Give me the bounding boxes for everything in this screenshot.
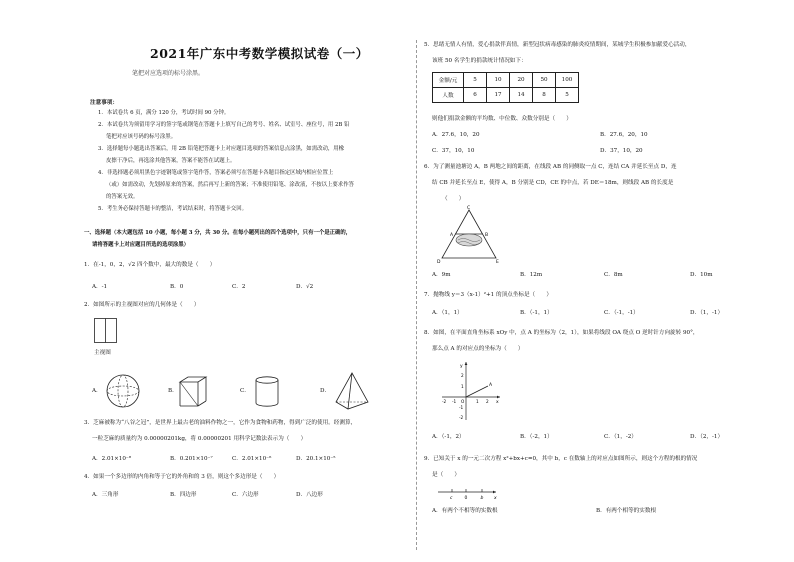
q8-y-tick: 1 [461, 384, 464, 389]
note-line: 笔把对应该号码的标号涂黑。 [106, 134, 177, 140]
q8-option-c: C．（1，-2） [604, 434, 637, 440]
column-divider [416, 40, 417, 550]
section1-heading-cont: 请将答题卡上对应题目所选的选项涂黑） [92, 242, 190, 248]
note-line: 皮擦干净后，再选涂其他答案，答案不能答在试题上。 [106, 158, 236, 164]
q1-option-c: C．2 [232, 284, 246, 290]
table-cell: 10 [487, 73, 510, 88]
q8-coordinate-figure [438, 360, 502, 422]
q5-donation-table [432, 72, 579, 103]
table-row [433, 88, 579, 103]
q8-stem: 8．如图，在平面直角坐标系 xOy 中，点 A 的坐标为（2，1），如果将线段 OA 绕点 O 逆时针方向旋转 90°， [424, 330, 699, 336]
q5-option-a: A．27.6，10，20 [432, 132, 480, 138]
note-line: 5．考生务必保持答题卡的整洁，考试结束时，将答题卡交回。 [98, 206, 247, 212]
q3-stem: 3．芝麻被称为“八谷之冠”，是世界上最古老的油料作物之一，它作为食物和药物，得到广泛的使用。经测算， [84, 420, 357, 426]
q2-option-c: C． [240, 388, 250, 394]
note-line: 1．本试卷共 6 页，满分 120 分，考试时间 90 分钟。 [98, 110, 230, 116]
q7-option-a: A．（1，1） [432, 310, 463, 316]
q6-label-c: C [467, 206, 471, 211]
q2-pyramid-figure [334, 372, 370, 412]
q6-option-b: B．12m [520, 272, 543, 278]
q8-option-b: B．（-2，1） [520, 434, 553, 440]
q4-option-d: D．八边形 [296, 492, 323, 498]
q8-x-tick: -1 [452, 399, 457, 404]
notes-heading: 注意事项： [90, 100, 118, 106]
q5-option-b: B．27.6，20，10 [600, 132, 648, 138]
q6-label-a: A [450, 233, 454, 238]
q6-label-e: E [496, 260, 499, 265]
q2-front-view-figure [94, 318, 118, 344]
q8-point-a-label: A [489, 383, 493, 388]
q1-option-b: B．0 [170, 284, 184, 290]
q2-option-a: A． [92, 388, 102, 394]
q5-stem-cont: 该班 50 名学生的捐款统计情况如下： [432, 58, 527, 64]
q2-caption: 主视图 [94, 350, 111, 356]
table-cell: 100 [556, 73, 579, 88]
q3-option-a: A．2.01×10⁻⁸ [92, 456, 132, 462]
q2-option-d: D． [320, 388, 331, 394]
q9-stem-cont: 是（ ） [432, 472, 460, 478]
note-line: 的答案无效。 [106, 194, 139, 200]
q8-axis-y-label: y [460, 364, 463, 369]
q5-option-d: D．37，10，20 [600, 148, 643, 154]
q8-option-d: D．（2，-1） [690, 434, 724, 440]
section1-heading: 一、选择题（本大题包括 10 小题，每小题 3 分，共 30 分。在每小题列出的四个选项中，只有一个是正确的， [84, 230, 352, 236]
q9-option-a: A．有两个不相等的实数根 [432, 508, 498, 514]
q3-option-b: B．0.201×10⁻⁷ [170, 456, 213, 462]
q4-option-c: C．六边形 [232, 492, 259, 498]
q8-option-a: A．（-1，2） [432, 434, 465, 440]
table-cell: 5 [464, 73, 487, 88]
q6-label-d: D [437, 260, 441, 265]
q9-number-line-figure [436, 486, 500, 502]
q6-option-c: C．8m [604, 272, 623, 278]
q7-option-d: D．（1，-1） [690, 310, 724, 316]
table-cell: 17 [487, 88, 510, 103]
q7-option-c: C．（-1，-1） [604, 310, 639, 316]
table-cell: 人数 [433, 88, 464, 103]
q5-stem: 5．思绪无情人有情，爱心捐款伴真情，新型冠状病毒感染的肺炎疫情期间，某城学生积极参加献爱心活动， [424, 42, 691, 48]
q6-pond-figure [436, 206, 502, 264]
q8-y-tick: -1 [459, 405, 464, 410]
q1-option-a: A．-1 [92, 284, 108, 290]
q9-label-c: c [450, 496, 453, 501]
q6-option-d: D．10m [690, 272, 713, 278]
q9-option-b: B．有两个相等的实数根 [596, 508, 657, 514]
q8-stem-cont: 那么点 A 的对应点的坐标为（ ） [432, 346, 524, 352]
q3-stem-cont: 一粒芝麻的质量约为 0.00000201kg，将 0.00000201 用科学记数法表示为（ ） [92, 436, 307, 442]
table-cell: 20 [510, 73, 533, 88]
q2-option-b: B． [168, 388, 178, 394]
q2-cylinder-figure [254, 376, 280, 408]
table-cell: 14 [510, 88, 533, 103]
table-cell: 8 [533, 88, 556, 103]
note-line: 4．非选择题必须用黑色字迹钢笔或签字笔作答，答案必须写在答题卡各题目指定区域内相应位置上 [98, 170, 334, 176]
q4-stem: 4．如果一个多边形的内角和等于它的外角和的 3 倍，则这个多边形是（ ） [84, 474, 280, 480]
table-cell: 金额/元 [433, 73, 464, 88]
table-cell: 5 [556, 88, 579, 103]
q7-option-b: B．（-1，1） [520, 310, 553, 316]
q6-stem: 6．为了测量池塘边 A，B 两地之间的距离，在线段 AB 的同侧取一点 C，连结 CA 并延长至点 D，连 [424, 164, 677, 170]
q3-option-d: D．20.1×10⁻⁵ [296, 456, 336, 462]
q1-option-d: D．√2 [296, 284, 314, 290]
note-line: 2．本试卷共为须留用学习的签字笔或钢笔在答题卡上填写自己的考号、姓名、试室号、座位号，用 2B 铅 [98, 122, 350, 128]
q4-option-b: B．四边形 [170, 492, 197, 498]
q8-x-tick: 2 [486, 399, 489, 404]
q9-label-b: b [480, 496, 484, 501]
note-line: （或）如需改动，先划掉原来的答案，然后再写上新的答案；不准使用铅笔、涂改液，不按以上要求作答 [106, 182, 354, 188]
q2-prism-figure [178, 376, 208, 408]
q8-origin-label: O [461, 399, 465, 404]
q9-label-x: x [494, 496, 497, 501]
q8-axis-x-label: x [496, 400, 499, 405]
q6-stem-cont: 结 CB 并延长至点 E，使得 A，B 分别是 CD，CE 的中点，若 DE＝18m，则线段 AB 的长度是 [432, 180, 674, 186]
q4-option-a: A．三角形 [92, 492, 119, 498]
q2-stem: 2．如图所示的主视图对应的几何体是（ ） [84, 302, 200, 308]
q5-option-c: C．37，10，10 [432, 148, 475, 154]
q6-stem-blank: （ ） [442, 196, 465, 202]
q7-stem: 7．抛物线 y＝3（x-1）²+1 的顶点坐标是（ ） [424, 292, 552, 298]
page-title: 2021年广东中考数学模拟试卷（一） [150, 46, 369, 61]
header-note: 笔把对应选项的标号涂黑。 [132, 70, 205, 77]
table-row [433, 73, 579, 88]
q6-label-b: B [485, 233, 489, 238]
q2-sphere-figure [106, 374, 142, 410]
q9-stem: 9．已知关于 x 的一元二次方程 x²+bx+c=0，其中 b，c 在数轴上的对应点如图所示，则这个方程的根的情况 [424, 456, 698, 462]
table-cell: 6 [464, 88, 487, 103]
q9-label-zero: 0 [464, 496, 468, 501]
q8-y-tick: -2 [459, 415, 464, 420]
q8-x-tick: -2 [442, 399, 447, 404]
q1-stem: 1．在-1，0，2，√2 四个数中，最大的数是（ ） [84, 262, 216, 268]
q3-option-c: C．2.01×10⁻⁶ [232, 456, 272, 462]
table-cell: 50 [533, 73, 556, 88]
q8-y-tick: 2 [461, 373, 464, 378]
q6-option-a: A．9m [432, 272, 451, 278]
note-line: 3．选择题每小题选出答案后，用 2B 铅笔把答题卡上对应题目选项的答案信息点涂黑，如需改动，用橡 [98, 146, 345, 152]
q8-x-tick: 1 [476, 399, 479, 404]
q5-question: 则他们捐款金额的平均数、中位数、众数分别是（ ） [432, 116, 572, 122]
